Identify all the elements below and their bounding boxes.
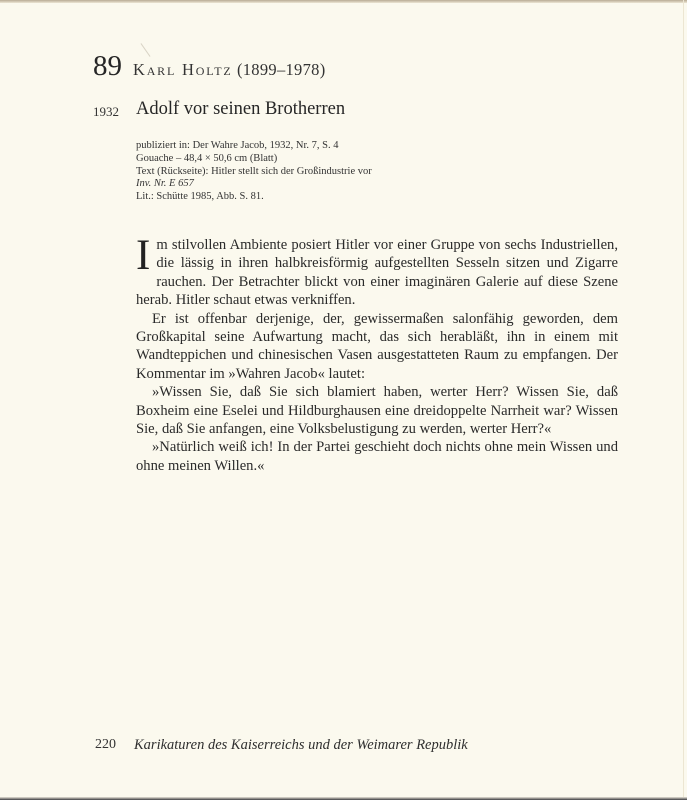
- medium-info: Gouache – 48,4 × 50,6 cm (Blatt): [136, 152, 278, 164]
- paragraph-text: m stilvollen Ambiente posiert Hitler vor einer Gruppe von sechs Industriellen, die lässig in ihren halbkreisförmig aufgestellten Sesseln sitzen und Zigarre rauchen. Der Betrachter blickt von einer imaginären Galerie auf diese Szene herab. Hitler schaut etwas verkniffen.: [136, 237, 618, 309]
- paper-mark: [141, 43, 151, 57]
- inventory-number: Inv. Nr. E 657: [136, 178, 194, 190]
- verso-text: Text (Rückseite): Hitler stellt sich der Großindustrie vor: [136, 165, 372, 177]
- paragraph: [136, 232, 618, 310]
- paragraph: Er ist offenbar derjenige, der, gewissermaßen salonfähig geworden, dem Großkapital seine Aufwartung macht, das sich herabläßt, ihn in einem mit Wandteppichen und chinesischen Vasen ausgestatteten Raum zu empfangen. Der Kommentar im »Wahren Jacob« lautet:: [136, 310, 618, 382]
- artist-heading: [133, 60, 326, 80]
- literature-reference: Lit.: Schütte 1985, Abb. S. 81.: [136, 191, 264, 203]
- running-head: Karikaturen des Kaiserreichs und der Weimarer Republik: [134, 737, 468, 753]
- quote-paragraph: »Natürlich weiß ich! In der Partei geschieht doch nichts ohne mein Wissen und ohne meinen Willen.«: [136, 439, 618, 474]
- artwork-metadata: [136, 140, 372, 204]
- page-top-edge: [0, 0, 687, 3]
- page-number: 220: [95, 737, 116, 752]
- catalog-number: 89: [93, 50, 122, 82]
- artwork-year: 1932: [93, 104, 119, 119]
- artwork-title: Adolf vor seinen Brotherren: [136, 99, 346, 119]
- quote-paragraph: »Wissen Sie, daß Sie sich blamiert haben, werter Herr? Wissen Sie, daß Boxheim eine Eselei und Hildburghausen eine dreidoppelte Narrheit war? Wissen Sie, daß Sie anfangen, eine Volksbelustigung zu werden, werter Herr?«: [136, 384, 618, 438]
- page-binding-edge: [683, 0, 684, 800]
- publication-info: publiziert in: Der Wahre Jacob, 1932, Nr. 7, S. 4: [136, 140, 339, 151]
- drop-cap: I: [136, 232, 151, 279]
- body-text: [136, 232, 618, 475]
- artist-name: Karl Holtz: [133, 60, 233, 79]
- artist-dates: (1899–1978): [236, 60, 326, 79]
